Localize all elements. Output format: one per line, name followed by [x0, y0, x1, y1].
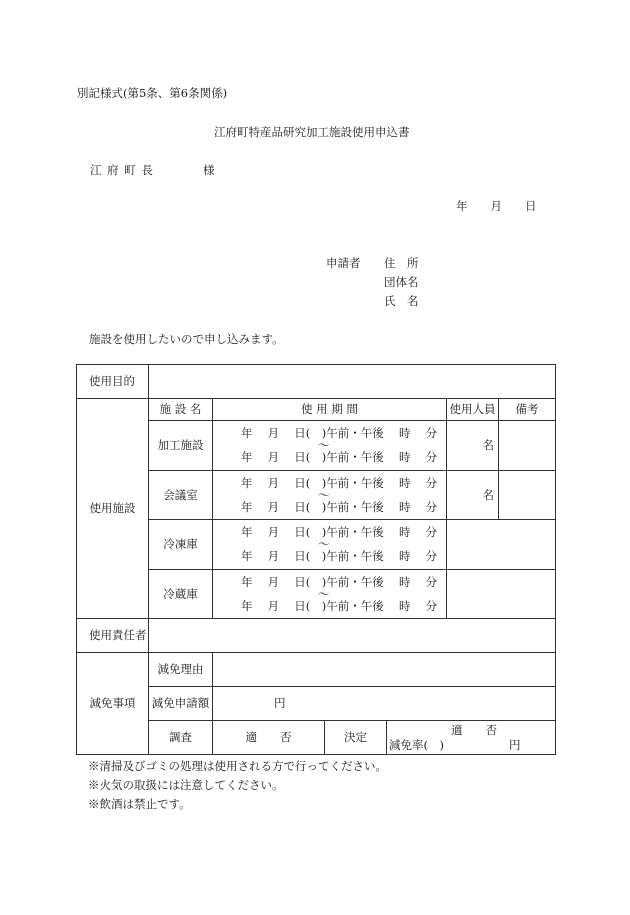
note-item: ※飲酒は禁止です。 — [88, 797, 191, 811]
group-label: 団体名 — [384, 275, 419, 289]
period-end: 年 月 日( )午前・午後 時 分 — [241, 499, 438, 514]
note-item: ※清掃及びゴミの処理は使用される方で行ってください。 — [88, 759, 387, 773]
people-unit: 名 — [482, 438, 494, 452]
period-start: 年 月 日( )午前・午後 時 分 — [241, 475, 438, 490]
period-end: 年 月 日( )午前・午後 時 分 — [241, 450, 438, 464]
col-remarks-header: 備考 — [499, 399, 556, 421]
form-reference: 別記様式(第5条、第6条関係) — [77, 86, 228, 100]
document-title: 江府町特産品研究加工施設使用申込書 — [214, 125, 410, 139]
period-tilde: ～ — [318, 487, 330, 502]
notes — [88, 757, 387, 814]
period-start: 年 月 日( )午前・午後 時 分 — [241, 574, 438, 589]
responsible-label: 使用責任者 — [77, 619, 149, 653]
remarks-field[interactable] — [499, 471, 556, 520]
intro-text: 施設を使用したいので申し込みます。 — [89, 332, 284, 346]
period-end: 年 月 日( )午前・午後 時 分 — [241, 598, 438, 613]
address-label: 住 所 — [384, 256, 419, 270]
facility-name: 加工施設 — [149, 421, 213, 471]
period-tilde: ～ — [318, 586, 330, 601]
honorific: 様 — [203, 163, 215, 177]
facility-name: 冷蔵庫 — [149, 570, 213, 619]
survey-approve-reject[interactable]: 適 否 — [213, 721, 325, 755]
period-tilde: ～ — [318, 537, 330, 551]
decision-label: 決定 — [325, 721, 387, 755]
exemption-amount-field[interactable] — [213, 687, 556, 721]
decision-approve-reject: 適 否 — [451, 723, 497, 737]
people-field[interactable] — [447, 421, 499, 471]
name-label: 氏 名 — [384, 294, 419, 308]
exemption-reason-field[interactable] — [213, 653, 556, 687]
date-line: 年 月 日 — [456, 199, 537, 213]
exemption-reason-label: 減免理由 — [149, 653, 213, 687]
people-remarks-field[interactable] — [447, 520, 556, 570]
exemption-label: 減免事項 — [77, 653, 149, 755]
period-field[interactable] — [213, 520, 447, 570]
people-field[interactable] — [447, 471, 499, 520]
exemption-rate-label: 減免率( ) — [389, 738, 444, 752]
exemption-amount-label: 減免申請額 — [149, 687, 213, 721]
purpose-label: 使用目的 — [77, 365, 149, 399]
yen-unit: 円 — [509, 738, 521, 752]
addressee: 江 府 町 長 — [90, 163, 153, 177]
period-end: 年 月 日( )午前・午後 時 分 — [241, 549, 438, 563]
col-people-header: 使用人員 — [447, 399, 499, 421]
applicant-label: 申請者 — [326, 256, 361, 270]
period-field[interactable] — [213, 570, 447, 619]
period-field[interactable] — [213, 471, 447, 520]
responsible-field[interactable] — [149, 619, 556, 653]
period-field[interactable] — [213, 421, 447, 471]
decision-field[interactable] — [387, 721, 556, 755]
col-period-header: 使 用 期 間 — [213, 399, 447, 421]
survey-label: 調査 — [149, 721, 213, 755]
application-table — [76, 364, 556, 755]
period-start: 年 月 日( )午前・午後 時 分 — [241, 525, 438, 539]
yen-unit: 円 — [274, 696, 286, 710]
facility-name: 会議室 — [149, 471, 213, 520]
people-remarks-field[interactable] — [447, 570, 556, 619]
period-start: 年 月 日( )午前・午後 時 分 — [241, 426, 438, 440]
facility-name: 冷凍庫 — [149, 520, 213, 570]
remarks-field[interactable] — [499, 421, 556, 471]
period-tilde: ～ — [318, 438, 330, 452]
col-facility-header: 施 設 名 — [149, 399, 213, 421]
purpose-field[interactable] — [149, 365, 556, 399]
note-item: ※火気の取扱には注意してください。 — [88, 778, 284, 792]
people-unit: 名 — [482, 487, 494, 502]
facilities-label: 使用施設 — [77, 399, 149, 619]
